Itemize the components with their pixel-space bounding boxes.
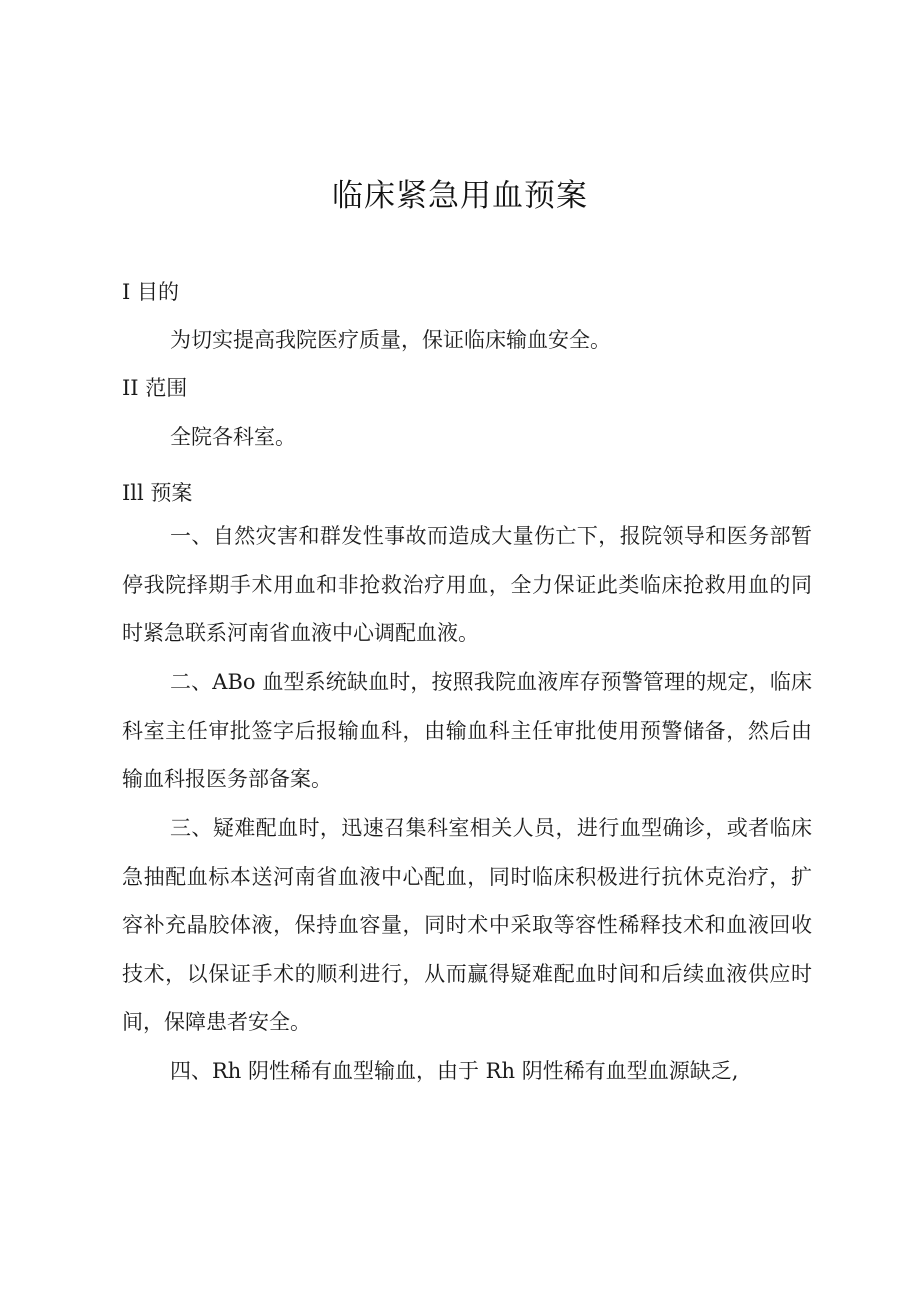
section-heading-purpose: I 目的 bbox=[122, 280, 179, 304]
document-title: 临床紧急用血预案 bbox=[332, 178, 588, 214]
plan-paragraph-1: 一、自然灾害和群发性事故而造成大量伤亡下，报院领导和医务部暂停我院择期手术用血和非抢救治疗用血，全力保证此类临床抢救用血的同时紧急联系河南省血液中心调配血液。 bbox=[122, 524, 812, 646]
plan-paragraph-4: 四、Rh 阴性稀有血型输血，由于 Rh 阴性稀有血型血源缺乏, bbox=[170, 1059, 739, 1083]
plan-paragraph-2: 二、ABo 血型系统缺血时，按照我院血液库存预警管理的规定，临床科室主任审批签字后报输血科，由输血科主任审批使用预警储备，然后由输血科报医务部备案。 bbox=[122, 670, 812, 792]
scope-paragraph: 全院各科室。 bbox=[170, 425, 296, 449]
plan-paragraph-3: 三、疑难配血时，迅速召集科室相关人员，进行血型确诊，或者临床急抽配血标本送河南省血液中心配血，同时临床积极进行抗休克治疗，扩容补充晶胶体液，保持血容量，同时术中采取等容性稀释技术和血液回收技术，以保证手术的顺利进行，从而赢得疑难配血时间和后续血液供应时间，保障患者安全。 bbox=[122, 816, 812, 1035]
section-heading-plan: Ill 预案 bbox=[122, 481, 193, 505]
section-heading-scope: II 范围 bbox=[122, 376, 188, 400]
purpose-paragraph: 为切实提高我院医疗质量，保证临床输血安全。 bbox=[170, 328, 611, 352]
